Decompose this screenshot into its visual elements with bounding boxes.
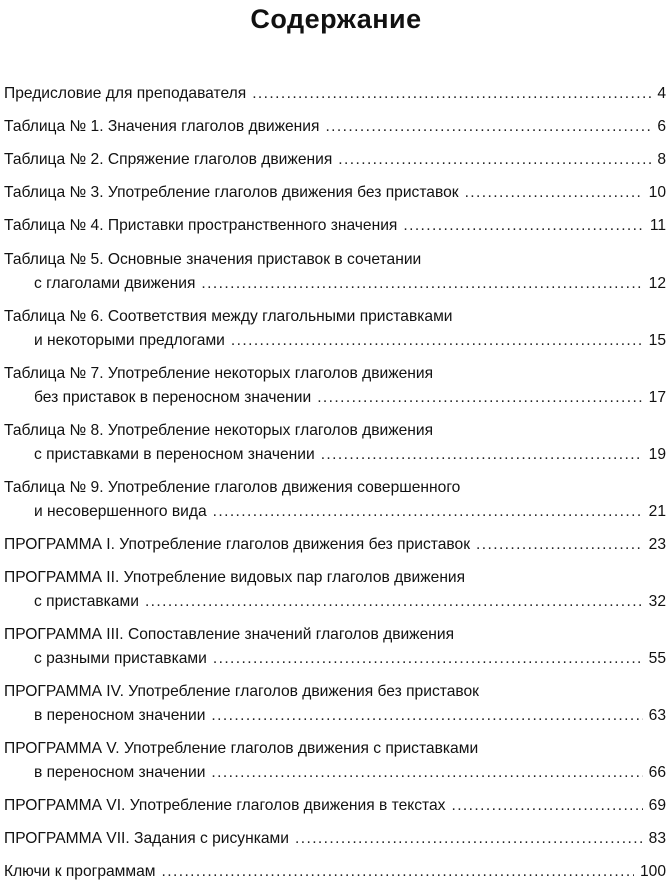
toc-page-number: 32 [648, 593, 666, 610]
toc-page-number: 8 [657, 151, 666, 168]
toc-entry[interactable] [4, 794, 666, 818]
dot-leader [325, 115, 651, 139]
toc-entry-title: и некоторыми предлогами [34, 332, 225, 349]
toc-entry[interactable] [4, 623, 666, 671]
toc-entry[interactable] [4, 680, 666, 728]
toc-entry-title: ПРОГРАММА IV. Употребление глаголов движения без приставок [4, 683, 479, 700]
toc-entry[interactable] [4, 148, 666, 172]
toc-entry[interactable] [4, 82, 666, 106]
toc-page-number: 55 [648, 650, 666, 667]
toc-page-number: 100 [639, 863, 666, 880]
toc-entry-title: Ключи к программам [4, 863, 156, 880]
toc-entry-title: с приставками в переносном значении [34, 446, 315, 463]
dot-leader [465, 181, 643, 205]
toc-entry[interactable] [4, 533, 666, 557]
toc-page-number: 6 [657, 118, 666, 135]
toc-entry-title: Таблица № 4. Приставки пространственного значения [4, 217, 398, 234]
toc-entry[interactable] [4, 566, 666, 614]
dot-leader [211, 761, 642, 785]
toc-entry[interactable] [4, 214, 666, 238]
toc-page-number: 83 [648, 830, 666, 847]
dot-leader [295, 827, 643, 851]
toc-entry[interactable] [4, 115, 666, 139]
toc-page-number: 17 [648, 389, 666, 406]
toc-entry-title: Таблица № 5. Основные значения приставок в сочетании [4, 251, 422, 268]
dot-leader [317, 386, 642, 410]
toc-entry[interactable] [4, 181, 666, 205]
toc-entry[interactable] [4, 248, 666, 296]
toc-page-number: 66 [648, 764, 666, 781]
toc-entry-title: ПРОГРАММА VII. Задания с рисунками [4, 830, 289, 847]
toc-page-number: 63 [648, 707, 666, 724]
toc-entry[interactable] [4, 737, 666, 785]
toc-entry-title: Предисловие для преподавателя [4, 85, 247, 102]
dot-leader [321, 443, 643, 467]
toc-entry[interactable] [4, 476, 666, 524]
toc-entry-title: с приставками [34, 593, 139, 610]
toc-entry-title: Таблица № 6. Соответствия между глагольными приставками [4, 308, 453, 325]
toc-entry-title: с разными приставками [34, 650, 207, 667]
page-title: Содержание [250, 4, 422, 34]
toc-entry-title: ПРОГРАММА VI. Употребление глаголов движения в текстах [4, 797, 446, 814]
toc-page-number: 15 [648, 332, 666, 349]
dot-leader [211, 704, 642, 728]
toc-page-number: 12 [648, 275, 666, 292]
toc-entry-title: ПРОГРАММА I. Употребление глаголов движения без приставок [4, 536, 471, 553]
dot-leader [403, 214, 643, 238]
dot-leader [213, 647, 643, 671]
toc-page-number: 10 [648, 184, 666, 201]
toc-entry-title: Таблица № 7. Употребление некоторых глаголов движения [4, 365, 434, 382]
toc-entry-title: и несовершенного вида [34, 503, 207, 520]
dot-leader [252, 82, 651, 106]
toc-page-number: 69 [648, 797, 666, 814]
toc-entry[interactable] [4, 860, 666, 884]
dot-leader [213, 500, 643, 524]
toc-entry[interactable] [4, 362, 666, 410]
toc-entry-title: Таблица № 8. Употребление некоторых глаголов движения [4, 422, 434, 439]
toc-entry[interactable] [4, 419, 666, 467]
toc-page-number: 11 [649, 217, 666, 234]
toc-page-number: 23 [648, 536, 666, 553]
toc-entry-title: без приставок в переносном значении [34, 389, 312, 406]
dot-leader [145, 590, 643, 614]
toc-entry-title: Таблица № 3. Употребление глаголов движения без приставок [4, 184, 459, 201]
toc-entry-title: Таблица № 9. Употребление глаголов движения совершенного [4, 479, 461, 496]
toc-entry-title: в переносном значении [34, 764, 206, 781]
toc-page-number: 4 [657, 85, 666, 102]
toc-entry-title: с глаголами движения [34, 275, 196, 292]
toc-entry-title: ПРОГРАММА II. Употребление видовых пар глаголов движения [4, 569, 466, 586]
dot-leader [338, 148, 651, 172]
toc-page-number: 21 [648, 503, 666, 520]
dot-leader [451, 794, 642, 818]
toc-entry-title: Таблица № 1. Значения глаголов движения [4, 118, 320, 135]
toc-entry-title: Таблица № 2. Спряжение глаголов движения [4, 151, 333, 168]
toc-page-number: 19 [648, 446, 666, 463]
toc-entry-title: ПРОГРАММА V. Употребление глаголов движения с приставками [4, 740, 479, 757]
toc-entry[interactable] [4, 827, 666, 851]
dot-leader [201, 272, 642, 296]
dot-leader [476, 533, 643, 557]
toc-entry-title: в переносном значении [34, 707, 206, 724]
toc-entry[interactable] [4, 305, 666, 353]
dot-leader [231, 329, 643, 353]
toc-entry-title: ПРОГРАММА III. Сопоставление значений глаголов движения [4, 626, 455, 643]
dot-leader [162, 860, 634, 884]
